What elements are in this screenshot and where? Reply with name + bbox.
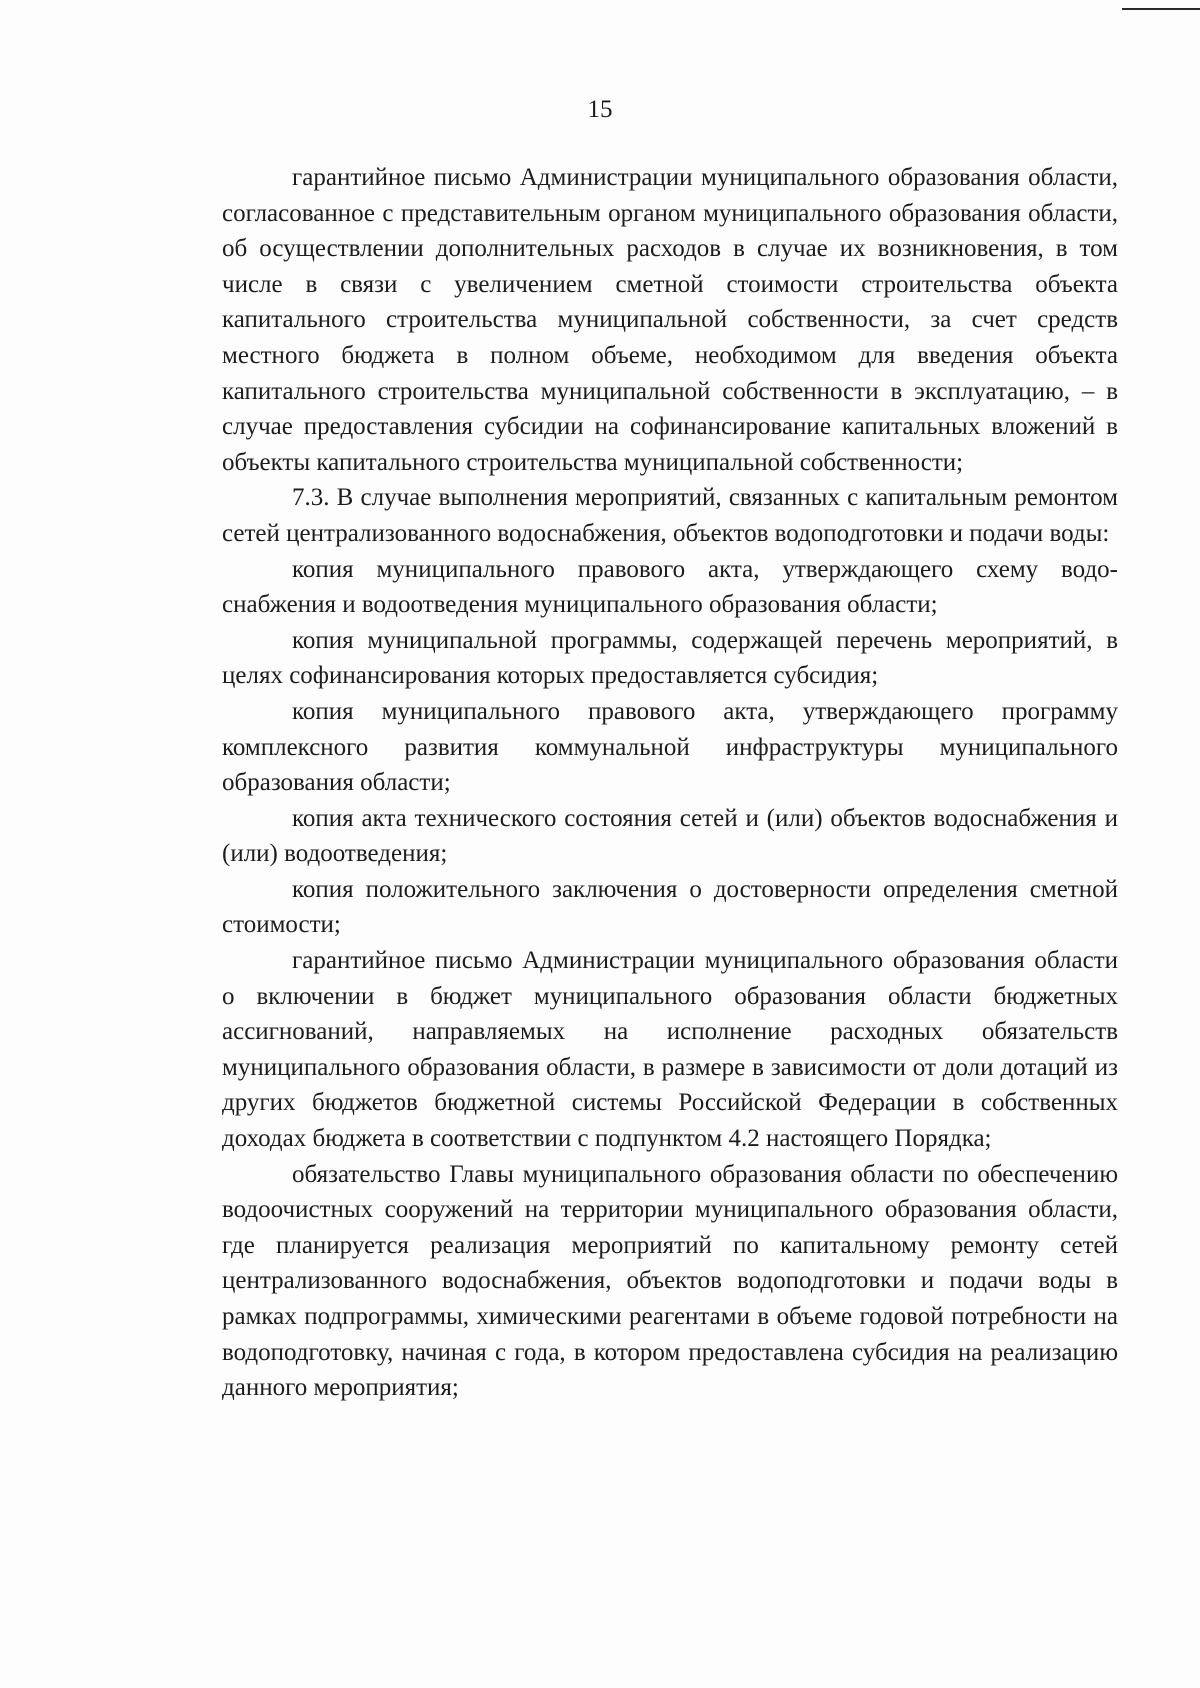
paragraph-water-scheme-act: копия муниципального правового акта, утверждающего схему водоснабжения и водоотведения муниципального образования области; — [222, 555, 1118, 619]
paragraph-cost-estimate-conclusion: копия положительного заключения о достоверности определения сметной стоимости; — [222, 875, 1118, 939]
paragraph-head-obligation: обязательство Главы муниципального образования области по обеспечению водоочистных сооружений на территории муниципального образования области, где планируется реализация мероприятий по капитальному ремонту сетей централизованного водоснабжения, объектов водоподготовки и подачи воды в рамках подпрограммы, химическими реагентами в объеме годовой потребности на водоподготовку, начиная с года, в котором предоставлена субсидия на реализацию данного мероприятия; — [222, 1160, 1118, 1402]
paragraph-technical-state-act: копия акта технического состояния сетей и (или) объектов водоснабжения и (или) водоотведения; — [222, 804, 1118, 868]
page-number: 15 — [587, 96, 613, 123]
document-body — [222, 160, 1118, 1406]
paragraph-guarantee-letter-expenses: гарантийное письмо Администрации муниципального образования области, согласованное с представительным органом муниципального образования области, об осуществлении дополнительных расходов в случае их возникновения, в том числе в связи с увеличением сметной стоимости строительства объекта капитального строительства муниципальной собственности, за счет средств местного бюджета в полном объеме, необходимом для введения объекта капитального строительства муниципальной собственности в эксплуатацию, – в случае предоставления субсидии на софинансирование капитальных вложений в объекты капитального строительства муниципальной собственности; — [222, 164, 1118, 476]
paragraph-7-3: 7.3. В случае выполнения мероприятий, связанных с капитальным ремонтом сетей централизованного водоснабжения, объектов водоподготовки и подачи воды: — [222, 484, 1118, 547]
paragraph-municipal-program: копия муниципальной программы, содержащей перечень мероприятий, в целях софинансирования которых предоставляется субсидия; — [222, 626, 1118, 690]
corner-rule — [1122, 8, 1200, 10]
paragraph-guarantee-letter-budget: гарантийное письмо Администрации муниципального образования области о включении в бюджет муниципального образования области бюджетных ассигнований, направляемых на исполнение расходных обязательств муниципального образования области, в размере в зависимости от доли дотаций из других бюджетов бюджетной системы Российской Федерации в собственных доходах бюджета в соответствии с подпунктом 4.2 настоящего Порядка; — [222, 947, 1118, 1153]
paragraph-infrastructure-program-act: копия муниципального правового акта, утверждающего программу комплексного развития коммунальной инфраструктуры муниципального образования области; — [222, 697, 1118, 797]
